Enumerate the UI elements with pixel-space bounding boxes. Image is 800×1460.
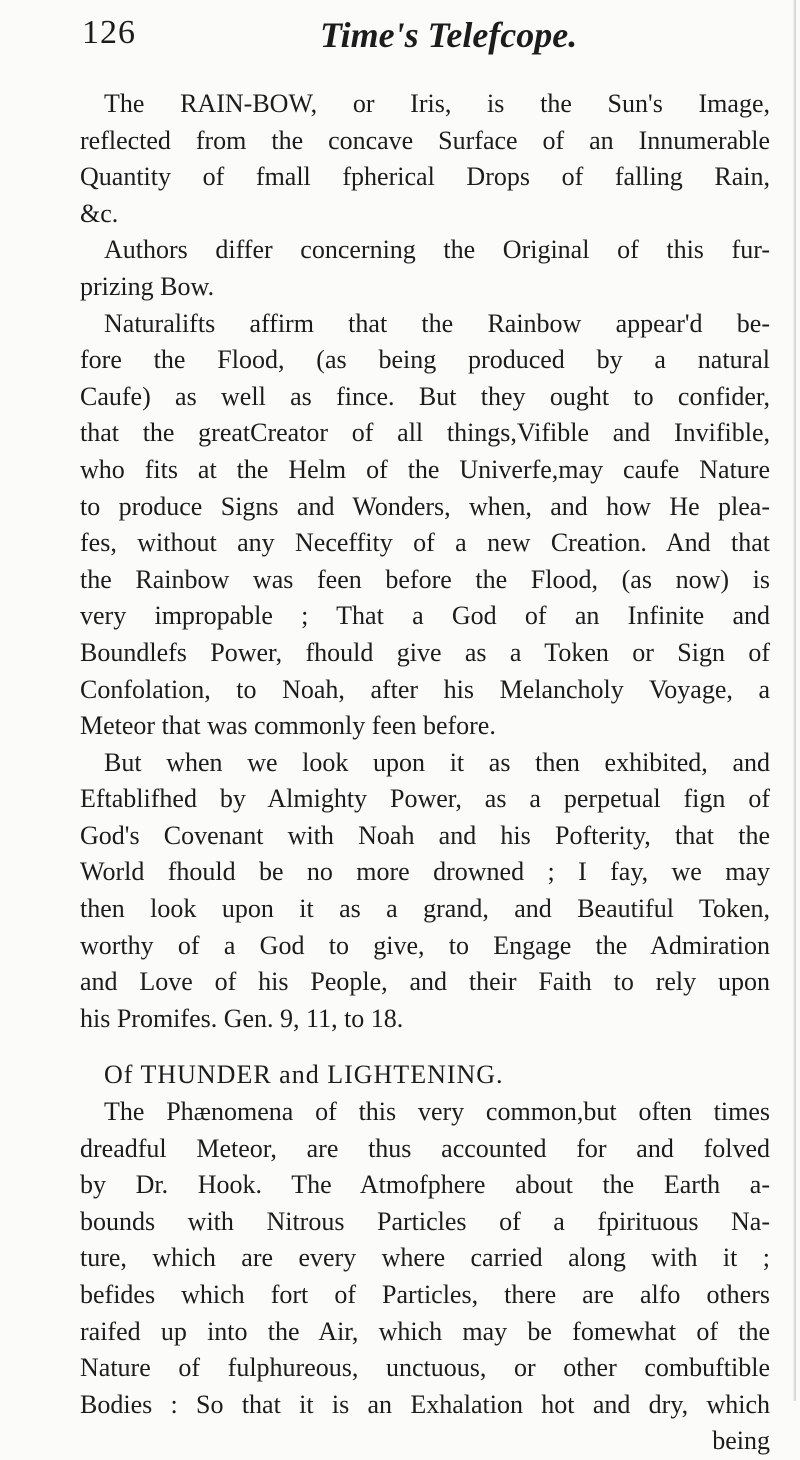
- text-line: fes, without any Neceffity of a new Creation. And that: [80, 528, 770, 558]
- paragraph-rainbow-definition: [80, 86, 770, 232]
- text-line: Bodies : So that it is an Exhalation hot and dry, which: [80, 1389, 770, 1419]
- text-line: Confolation, to Noah, after his Melancholy Voyage, a: [80, 674, 770, 704]
- text-line: The Phænomena of this very common,but often times: [104, 1097, 770, 1127]
- paragraph-authors: [80, 232, 770, 305]
- text-line: Meteor that was commonly feen before.: [80, 711, 496, 741]
- text-line: fore the Flood, (as being produced by a natural: [80, 345, 770, 375]
- text-line: prizing Bow.: [80, 271, 215, 301]
- text-line: that the greatCreator of all things,Vifible and Invifible,: [80, 418, 770, 448]
- text-line: dreadful Meteor, are thus accounted for and folved: [80, 1133, 770, 1163]
- running-title: Time's Telefcope.: [320, 15, 578, 55]
- page-edge: [793, 0, 796, 1401]
- text-line: to produce Signs and Wonders, when, and how He plea-: [80, 491, 770, 521]
- text-line: raifed up into the Air, which may be fomewhat of the: [80, 1316, 770, 1346]
- text-line: by Dr. Hook. The Atmofphere about the Earth a-: [80, 1170, 770, 1200]
- text-line: reflected from the concave Surface of an Innumerable: [80, 125, 770, 155]
- paragraph-covenant: [80, 745, 770, 1038]
- text-line: worthy of a God to give, to Engage the Admiration: [80, 930, 770, 960]
- text-line: and Love of his People, and their Faith to rely upon: [80, 967, 770, 997]
- text-line: World fhould be no more drowned ; I fay, we may: [80, 857, 770, 887]
- section-heading: Of THUNDER and LIGHTENING.: [104, 1060, 504, 1090]
- paragraph-naturalists: [80, 306, 770, 745]
- text-line: Caufe) as well as fince. But they ought to confider,: [80, 381, 770, 411]
- text-line: Naturalifts affirm that the Rainbow appear'd be-: [104, 308, 770, 338]
- text-line: ture, which are every where carried along with it ;: [80, 1243, 770, 1273]
- text-line: The RAIN-BOW, or Iris, is the Sun's Image,: [104, 89, 770, 118]
- text-line: his Promifes. Gen. 9, 11, to 18.: [80, 1003, 404, 1033]
- body-text: [80, 86, 770, 1460]
- text-line: Quantity of fmall fpherical Drops of falling Rain,: [80, 162, 770, 192]
- text-line: Eftablifhed by Almighty Power, as a perpetual fign of: [80, 784, 770, 814]
- text-line: then look upon it as a grand, and Beautiful Token,: [80, 894, 770, 924]
- text-line: bounds with Nitrous Particles of a fpirituous Na-: [80, 1206, 770, 1236]
- text-line: Authors differ concerning the Original of this fur-: [104, 235, 770, 265]
- paragraph-thunder: [80, 1094, 770, 1423]
- catchword: being: [712, 1426, 770, 1456]
- text-line: who fits at the Helm of the Univerfe,may caufe Nature: [80, 454, 770, 484]
- text-line: Nature of fulphureous, unctuous, or other combuftible: [80, 1353, 770, 1383]
- text-line: Boundlefs Power, fhould give as a Token or Sign of: [80, 637, 770, 667]
- section-gap: [80, 1037, 770, 1057]
- text-line: the Rainbow was feen before the Flood, (as now) is: [80, 564, 770, 594]
- page-header: [0, 14, 800, 64]
- page-number: 126: [82, 14, 136, 51]
- text-line: befides which fort of Particles, there are alfo others: [80, 1280, 770, 1309]
- text-line: But when we look upon it as then exhibited, and: [104, 747, 770, 777]
- text-line: very impropable ; That a God of an Infinite and: [80, 601, 770, 631]
- text-line: God's Covenant with Noah and his Pofterity, that the: [80, 820, 770, 850]
- text-line: &c.: [80, 198, 119, 228]
